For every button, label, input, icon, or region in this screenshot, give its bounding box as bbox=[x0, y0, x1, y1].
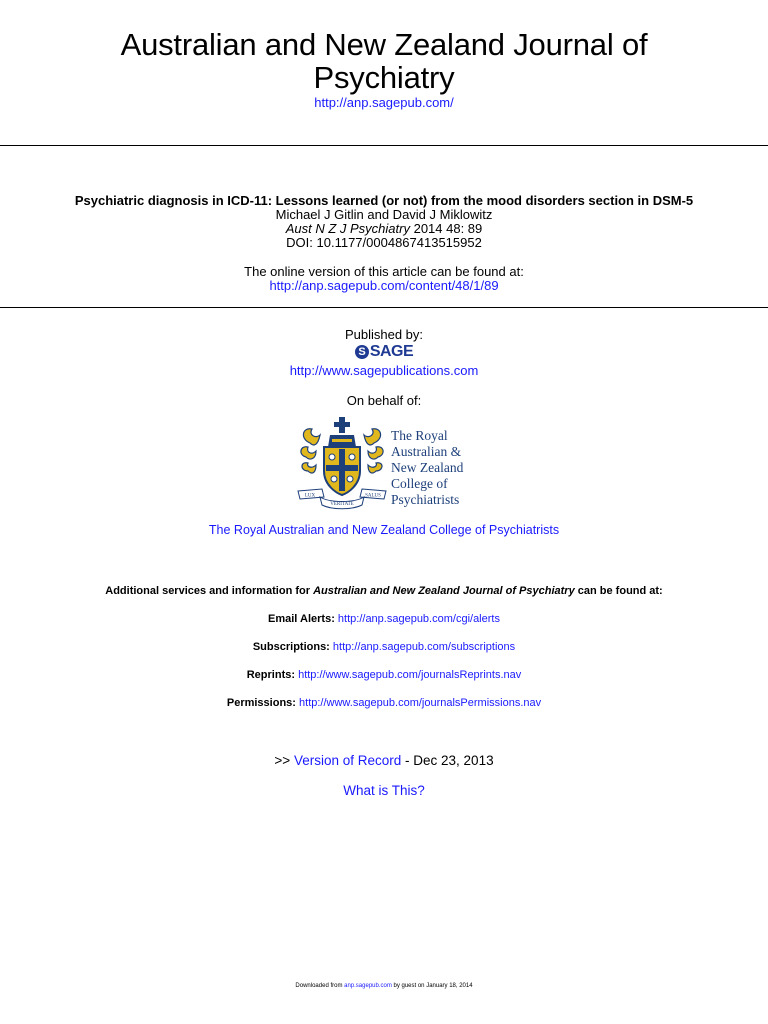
college-wordmark-line: Psychiatrists bbox=[391, 492, 460, 507]
article-authors: Michael J Gitlin and David J Miklowitz bbox=[275, 207, 493, 222]
download-footer bbox=[0, 983, 768, 989]
sage-url-link[interactable]: http://www.sagepublications.com bbox=[289, 363, 479, 378]
subscriptions-link[interactable]: http://anp.sagepub.com/subscriptions bbox=[332, 641, 516, 653]
email-alerts-link[interactable]: http://anp.sagepub.com/cgi/alerts bbox=[337, 613, 500, 625]
version-of-record-row bbox=[0, 753, 768, 768]
divider-top bbox=[0, 145, 768, 146]
college-wordmark-line: New Zealand bbox=[391, 460, 464, 475]
footer-site-link[interactable]: anp.sagepub.com bbox=[344, 983, 392, 989]
footer-prefix: Downloaded from bbox=[295, 983, 343, 989]
what-is-this-link[interactable]: What is This? bbox=[343, 783, 425, 798]
additional-services-prefix: Additional services and information for bbox=[105, 585, 311, 597]
journal-url-row bbox=[0, 95, 768, 110]
what-is-this-row bbox=[0, 783, 768, 798]
service-label: Reprints: bbox=[246, 669, 296, 681]
service-label: Permissions: bbox=[226, 697, 296, 709]
service-label: Subscriptions: bbox=[252, 641, 330, 653]
version-prefix: >> bbox=[274, 753, 291, 768]
college-wordmark-line: College of bbox=[391, 476, 448, 491]
online-version-link[interactable]: http://anp.sagepub.com/content/48/1/89 bbox=[269, 278, 499, 293]
permissions-link[interactable]: http://www.sagepub.com/journalsPermissions.nav bbox=[299, 697, 542, 709]
online-version-row bbox=[0, 278, 768, 293]
published-by-label: Published by: bbox=[344, 327, 424, 342]
crest-motto-right: SALUS bbox=[365, 493, 381, 499]
version-date: - Dec 23, 2013 bbox=[405, 753, 494, 768]
college-crest-icon bbox=[296, 415, 388, 510]
college-link[interactable]: The Royal Australian and New Zealand College of Psychiatrists bbox=[208, 523, 560, 537]
additional-services-suffix: can be found at: bbox=[577, 585, 663, 597]
article-doi: DOI: 10.1177/0004867413515952 bbox=[286, 235, 482, 250]
college-link-row bbox=[0, 523, 768, 537]
additional-services-intro bbox=[0, 585, 768, 597]
service-row-reprints bbox=[0, 669, 768, 681]
college-wordmark-line: Australian & bbox=[391, 444, 462, 459]
journal-url-link[interactable]: http://anp.sagepub.com/ bbox=[314, 95, 454, 110]
reprints-link[interactable]: http://www.sagepub.com/journalsReprints.nav bbox=[298, 669, 522, 681]
online-version-label: The online version of this article can be found at: bbox=[244, 264, 524, 279]
college-wordmark bbox=[391, 428, 463, 508]
service-row-subscriptions bbox=[0, 641, 768, 653]
service-row-email-alerts bbox=[0, 613, 768, 625]
sage-logo[interactable] bbox=[0, 343, 768, 361]
sage-logo-text: SAGE bbox=[369, 343, 414, 360]
version-of-record-link[interactable]: Version of Record bbox=[293, 753, 402, 768]
journal-title-line1: Australian and New Zealand Journal of bbox=[120, 27, 648, 62]
article-citation bbox=[0, 221, 768, 236]
citation-journal: Aust N Z J Psychiatry bbox=[285, 221, 410, 236]
service-label: Email Alerts: bbox=[268, 613, 335, 625]
crest-motto-left: LUX bbox=[304, 493, 316, 499]
on-behalf-label: On behalf of: bbox=[346, 393, 422, 408]
service-row-permissions bbox=[0, 697, 768, 709]
college-wordmark-line: The Royal bbox=[391, 428, 448, 443]
additional-services-journal: Australian and New Zealand Journal of Psychiatry bbox=[313, 585, 575, 597]
college-logo[interactable] bbox=[296, 415, 486, 510]
crest-banner-text: VERITATE bbox=[330, 502, 354, 507]
journal-title bbox=[0, 28, 768, 94]
citation-volume: 2014 48: 89 bbox=[413, 221, 483, 236]
divider-bottom bbox=[0, 307, 768, 308]
journal-title-line2: Psychiatry bbox=[313, 60, 455, 95]
sage-url-row bbox=[0, 363, 768, 378]
article-title: Psychiatric diagnosis in ICD-11: Lessons learned (or not) from the mood disorders section in DSM-5 bbox=[74, 193, 694, 208]
footer-suffix: by guest on January 18, 2014 bbox=[393, 983, 473, 989]
sage-logo-icon: S bbox=[355, 345, 369, 359]
